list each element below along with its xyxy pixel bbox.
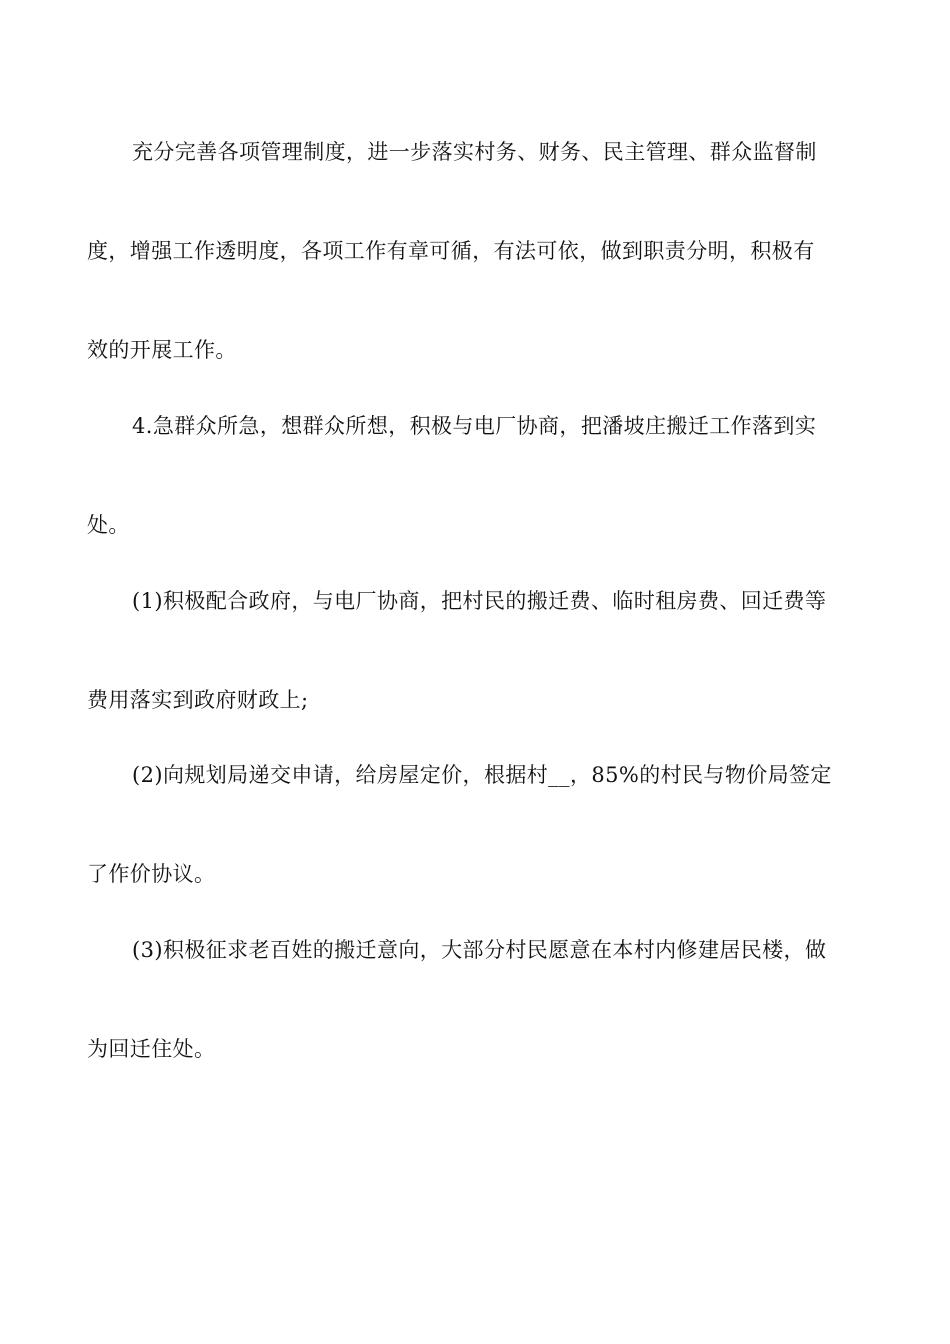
paragraph-line: (2)向规划局递交申请，给房屋定价，根据村__，85%的村民与物价局签定 [132, 763, 832, 787]
paragraph-line: 了作价协议。 [87, 862, 216, 886]
paragraph-line: (1)积极配合政府，与电厂协商，把村民的搬迁费、临时租房费、回迁费等 [132, 589, 827, 613]
paragraph-line: 度，增强工作透明度，各项工作有章可循，有法可依，做到职责分明，积极有 [87, 239, 815, 263]
paragraph-line: 效的开展工作。 [87, 338, 237, 362]
paragraph-line: 充分完善各项管理制度，进一步落实村务、财务、民主管理、群众监督制 [132, 140, 817, 164]
paragraph-line: (3)积极征求老百姓的搬迁意向，大部分村民愿意在本村内修建居民楼，做 [132, 938, 827, 962]
paragraph-line: 费用落实到政府财政上; [87, 688, 309, 712]
paragraph-line: 为回迁住处。 [87, 1037, 216, 1061]
paragraph-line: 处。 [87, 513, 130, 537]
paragraph-line: 4.急群众所急，想群众所想，积极与电厂协商，把潘坡庄搬迁工作落到实 [132, 414, 817, 438]
